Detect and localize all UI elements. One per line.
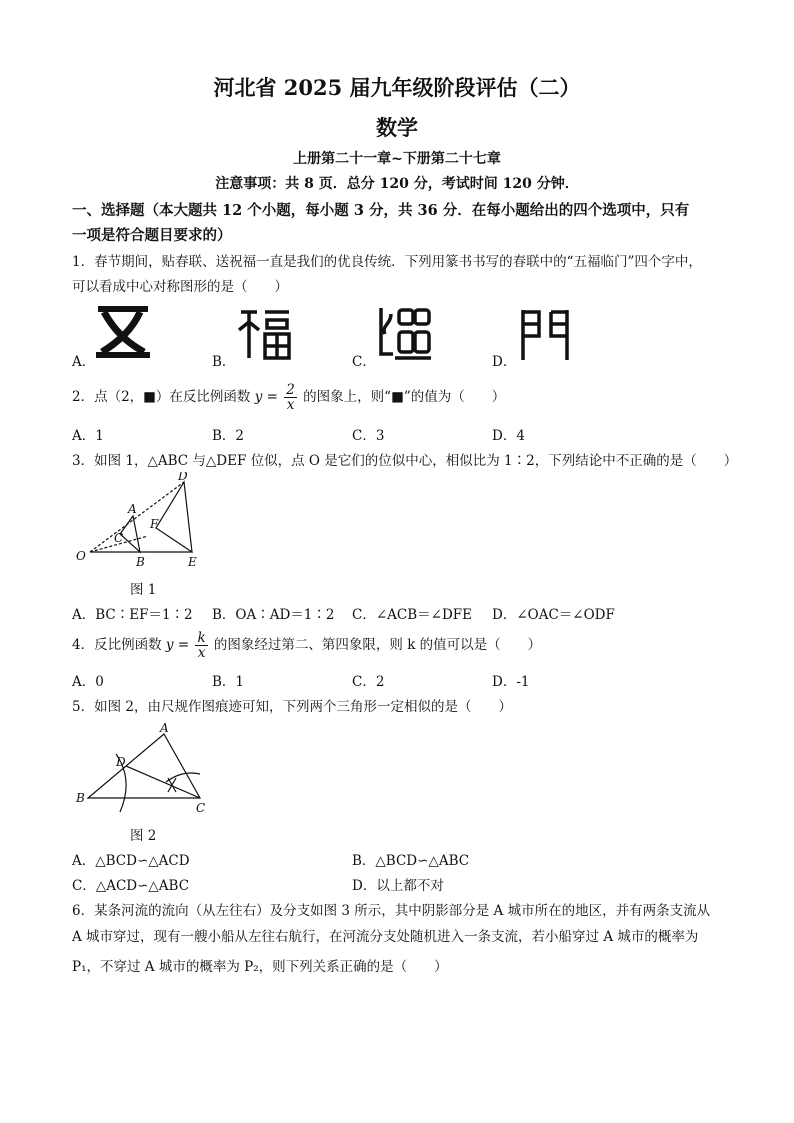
fig1-label-d: D [178,472,188,483]
q5-text: 5．如图 2，由尺规作图痕迹可知，下列两个三角形一定相似的是（ ） [72,699,512,715]
q1-option-b: B． [212,354,236,370]
q4-text: 4．反比例函数 y = $\frac{k}{x}$ 的图象经过第二、第四象限，则 k 的值可以是（ ） [72,630,542,661]
q2-text: 2．点（2，■）在反比例函数 y = $\frac{2}{x}$ 的图象上，则“■”的值为（ ） [72,382,506,413]
q6-text-line2: A 城市穿过，现有一艘小船从左往右航行，在河流分支处随机进入一条支流，若小船穿过 A 城市的概率为 [72,929,699,945]
q2-prefix: 2．点（2，■）在反比例函数 [72,389,251,405]
seal-glyph-fu-image [237,306,293,366]
q3-option-d: D．∠OAC＝∠ODF [492,607,615,623]
fig2-label-c: C [196,801,206,815]
fig1-label-e: E [188,555,197,569]
fig2-label-d: D [116,755,126,769]
q4-fraction [195,631,207,660]
figure-1 [70,472,210,576]
q1-text-line1: 1．春节期间，贴春联、送祝福一直是我们的优良传统．下列用篆书书写的春联中的“五福临门”四个字中， [72,254,702,270]
fig2-label-b: B [76,791,85,805]
figure-2-caption: 图 2 [130,828,157,844]
fig2-label-a: A [160,721,169,735]
q1-text-line2: 可以看成中心对称图形的是（ ） [72,279,288,295]
q5-option-a: A．△BCD∽△ACD [72,853,190,869]
q3-option-c: C．∠ACB＝∠DFE [352,607,472,623]
q4-option-d: D．-1 [492,674,530,690]
q1-option-d: D． [492,354,517,370]
q5-option-b: B．△BCD∽△ABC [352,853,470,869]
q2-option-d: D．4 [492,428,525,444]
q4-func-y: y [165,637,174,653]
q4-option-a: A．0 [72,674,104,690]
q1-option-a: A． [72,354,96,370]
q6-text-line1: 6．某条河流的流向（从左往右）及分支如图 3 所示，其中阴影部分是 A 城市所在的地区，并有两条支流从 [72,903,711,919]
q3-text: 3．如图 1，△ABC 与△DEF 位似，点 O 是它们的位似中心，相似比为 1∶2，下列结论中不正确的是（ ） [72,453,738,469]
q3-option-a: A．BC∶EF＝1∶2 [72,607,193,623]
q1-option-c: C． [352,354,376,370]
section-heading-line1: 一、选择题（本大题共 12 个小题，每小题 3 分，共 36 分．在每小题给出的四个选项中，只有 [72,202,690,219]
q4-prefix: 4．反比例函数 [72,637,162,653]
seal-glyph-wu-image [92,302,154,366]
fig1-label-o: O [76,549,86,563]
q2-frac-num: 2 [286,382,295,398]
fig1-label-a: A [128,502,137,516]
fig1-label-c: C [114,531,124,545]
q4-option-c: C．2 [352,674,385,690]
fig1-label-b: B [136,555,145,569]
subject-title: 数学 [376,115,418,140]
q2-fraction [284,383,297,412]
exam-scope: 上册第二十一章~下册第二十七章 [293,151,501,167]
seal-glyph-lin-image [375,304,433,366]
figure-1-caption: 图 1 [130,582,157,598]
q5-option-c: C．△ACD∽△ABC [72,878,190,894]
section-heading-line2: 一项是符合题目要求的） [72,227,232,244]
seal-glyph-men-image [515,306,575,366]
fig1-label-f: F [150,517,159,531]
q2-suffix: 的图象上，则“■”的值为（ ） [303,389,506,405]
q2-option-b: B．2 [212,428,245,444]
q2-func-y: y [254,389,263,405]
q4-frac-num: k [197,630,206,646]
q5-option-d: D．以上都不对 [352,878,444,894]
q6-text-line3: P₁，不穿过 A 城市的概率为 P₂，则下列关系正确的是（ ） [72,959,448,975]
q4-option-b: B．1 [212,674,245,690]
exam-notice: 注意事项：共 8 页．总分 120 分，考试时间 120 分钟． [215,176,579,192]
q2-option-c: C．3 [352,428,385,444]
q4-suffix: 的图象经过第二、第四象限，则 k 的值可以是（ ） [213,637,542,653]
q3-option-b: B．OA∶AD＝1∶2 [212,607,335,623]
figure-2 [72,720,222,820]
q2-option-a: A．1 [72,428,104,444]
q2-frac-den: x [286,397,295,413]
q4-frac-den: x [197,645,206,661]
page-title: 河北省 2025 届九年级阶段评估（二） [213,75,581,100]
